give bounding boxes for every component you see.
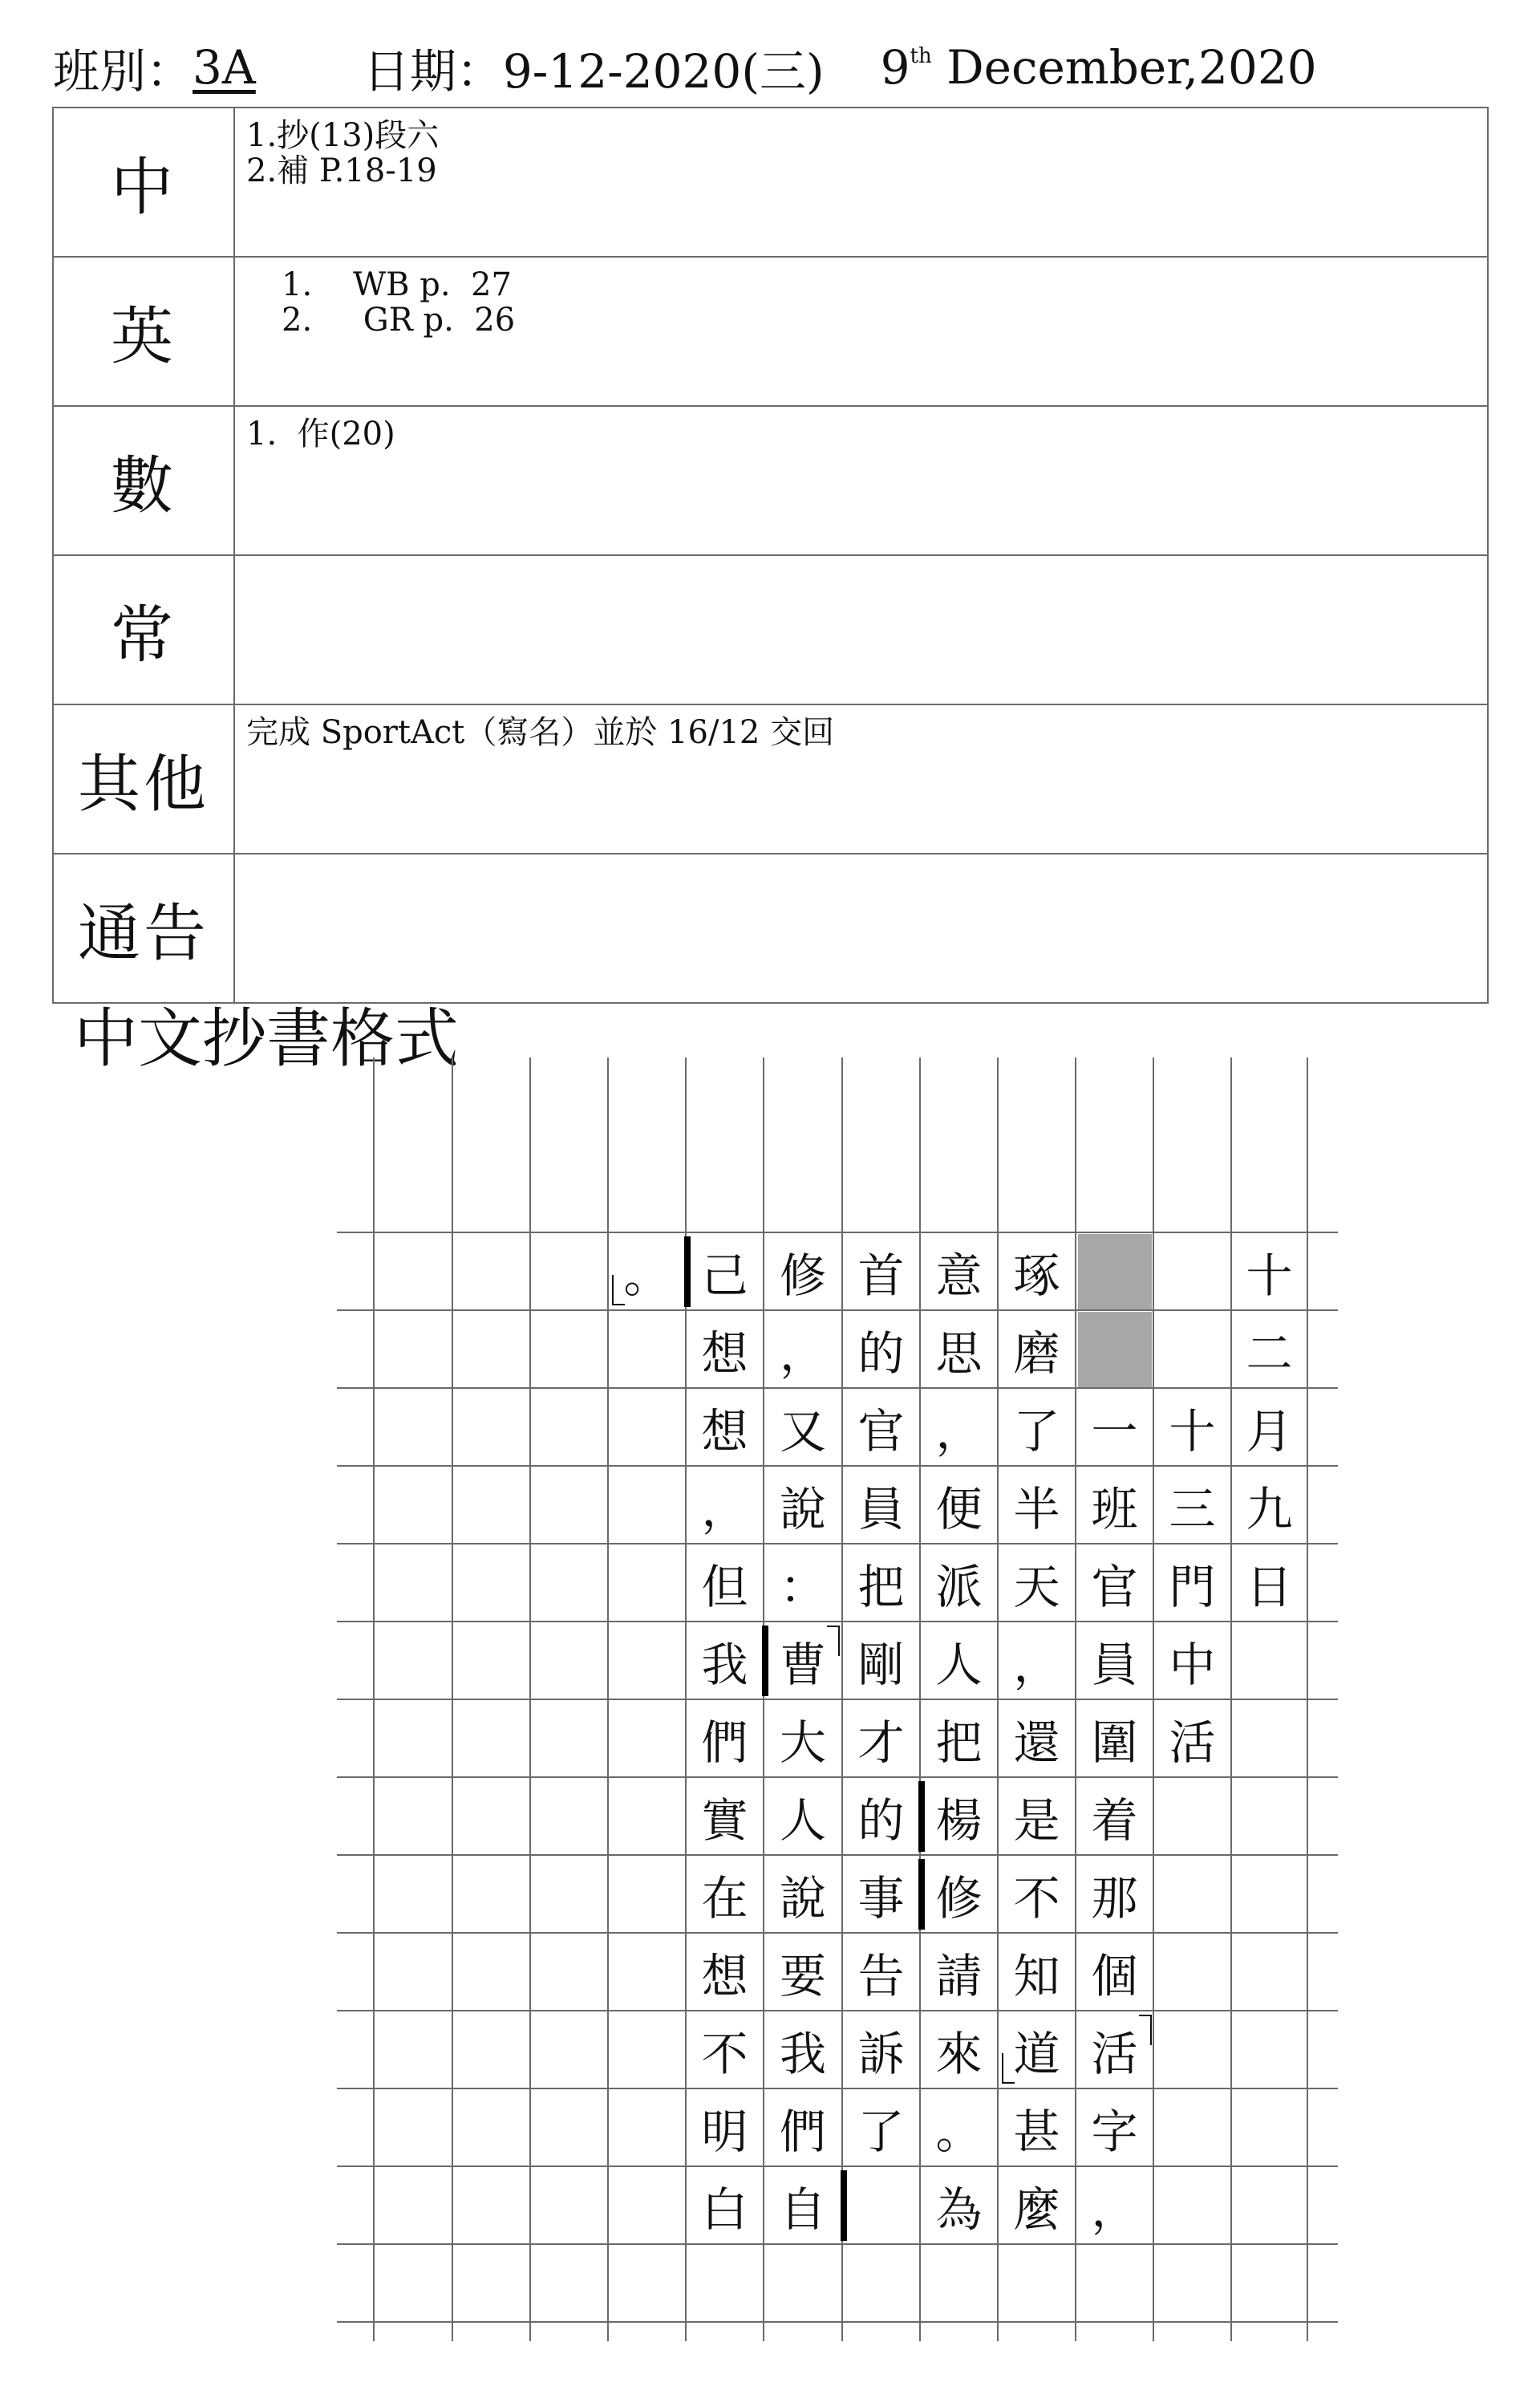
grid-char: 字 xyxy=(1091,2104,1138,2159)
grid-char: 。 xyxy=(935,2104,983,2159)
subject-cell: 中 xyxy=(53,108,234,257)
grid-char: 道 xyxy=(1013,2026,1060,2081)
grid-char: 在 xyxy=(701,1870,748,1926)
grid-char: 實 xyxy=(701,1792,748,1848)
grid-char: 了 xyxy=(857,2104,905,2159)
english-day-suffix: th xyxy=(910,44,932,68)
date-label: 日期： xyxy=(363,44,503,99)
grid-char: 是 xyxy=(1013,1792,1060,1848)
grid-char: 半 xyxy=(1013,1481,1060,1536)
grid-char: 的 xyxy=(857,1325,905,1381)
grid-char: 知 xyxy=(1013,1948,1060,2003)
table-bottom-gap xyxy=(269,955,1406,961)
grid-char: 來 xyxy=(935,2026,983,2081)
grid-char: 月 xyxy=(1246,1403,1293,1459)
grid-char: 修 xyxy=(779,1248,826,1303)
grid-char: 。 xyxy=(623,1248,671,1303)
proper-noun-mark xyxy=(841,2170,847,2241)
grid-char: 十 xyxy=(1169,1403,1216,1459)
grid-char: 才 xyxy=(857,1715,905,1770)
grid-char: 不 xyxy=(701,2026,748,2081)
class-label: 班別： xyxy=(53,44,193,99)
grid-char: 要 xyxy=(779,1948,826,2003)
grid-char: 門 xyxy=(1169,1559,1216,1614)
grid-char: ， xyxy=(701,1481,748,1536)
grid-char: 想 xyxy=(701,1948,748,2003)
grid-char: 曹 xyxy=(779,1637,826,1692)
grid-char: 着 xyxy=(1091,1792,1138,1848)
grid-char: 想 xyxy=(701,1403,748,1459)
grid-char: 又 xyxy=(779,1403,826,1459)
subject-cell: 英 xyxy=(53,257,234,406)
date-value: 9-12-2020(三) xyxy=(502,44,825,99)
grid-char: 活 xyxy=(1091,2026,1138,2081)
grid-char: 的 xyxy=(857,1792,905,1848)
homework-line: 1. WB p. 27 xyxy=(282,266,512,303)
grid-char: 了 xyxy=(1013,1403,1060,1459)
grid-char: ， xyxy=(1091,2182,1138,2237)
close-quote-mark xyxy=(1002,2053,1015,2084)
close-quote-mark xyxy=(612,1275,625,1305)
proper-noun-mark xyxy=(684,1236,691,1307)
grid-char: 不 xyxy=(1013,1870,1060,1926)
grid-char: 明 xyxy=(701,2104,748,2159)
grid-char: 我 xyxy=(779,2026,826,2081)
homework-line: 完成 SportAct（寫名）並於 16/12 交回 xyxy=(246,714,835,751)
grid-char: 們 xyxy=(701,1715,748,1770)
grid-char: 請 xyxy=(935,1948,983,2003)
grid-char: 人 xyxy=(779,1792,826,1848)
grid-char: 派 xyxy=(935,1559,983,1614)
open-quote-mark xyxy=(1139,2015,1152,2045)
grid-char: 琢 xyxy=(1013,1248,1060,1303)
homework-line: 1. 作(20) xyxy=(246,416,395,453)
subject-cell: 其他 xyxy=(53,704,234,854)
grid-char: 十 xyxy=(1246,1248,1293,1303)
grid-char: 大 xyxy=(779,1715,826,1770)
grid-char: 把 xyxy=(857,1559,905,1614)
proper-noun-mark xyxy=(918,1859,925,1930)
grid-char: ， xyxy=(779,1325,826,1381)
grid-char: 訴 xyxy=(857,2026,905,2081)
grid-char: 甚 xyxy=(1013,2104,1060,2159)
grid-char: 把 xyxy=(935,1715,983,1770)
grid-char: 剛 xyxy=(857,1637,905,1692)
homework-line: 1.抄(13)段六 xyxy=(246,117,440,154)
grid-char: 便 xyxy=(935,1481,983,1536)
grid-char: 事 xyxy=(857,1870,905,1926)
grid-char: 九 xyxy=(1246,1481,1293,1536)
subject-cell: 通告 xyxy=(53,854,234,1003)
indent-shade xyxy=(1078,1312,1152,1387)
grid-char: 修 xyxy=(935,1870,983,1926)
subject-cell: 數 xyxy=(53,406,234,555)
grid-char: 中 xyxy=(1169,1637,1216,1692)
grid-char: 天 xyxy=(1013,1559,1060,1614)
grid-char: 人 xyxy=(935,1637,983,1692)
class-value: 3A xyxy=(192,40,256,95)
grid-char: 磨 xyxy=(1013,1325,1060,1381)
grid-char: 楊 xyxy=(935,1792,983,1848)
grid-char: 個 xyxy=(1091,1948,1138,2003)
grid-char: ， xyxy=(1013,1637,1060,1692)
homework-line: 2. GR p. 26 xyxy=(282,302,516,339)
grid-char: 但 xyxy=(701,1559,748,1614)
grid-char: 那 xyxy=(1091,1870,1138,1926)
grid-char: ， xyxy=(935,1403,983,1459)
grid-char: 我 xyxy=(701,1637,748,1692)
english-day: 9 xyxy=(880,40,910,95)
grid-char: 麼 xyxy=(1013,2182,1060,2237)
grid-char: 員 xyxy=(857,1481,905,1536)
grid-char: 說 xyxy=(779,1870,826,1926)
grid-char: 官 xyxy=(1091,1559,1138,1614)
grid-char: 圍 xyxy=(1091,1715,1138,1770)
grid-char: 意 xyxy=(935,1248,983,1303)
open-quote-mark xyxy=(827,1626,840,1656)
grid-char: 告 xyxy=(857,1948,905,2003)
grid-char: 自 xyxy=(779,2182,826,2237)
proper-noun-mark xyxy=(762,1626,768,1696)
grid-char: 一 xyxy=(1091,1403,1138,1459)
grid-char: 還 xyxy=(1013,1715,1060,1770)
grid-char: 己 xyxy=(701,1248,748,1303)
grid-char: 想 xyxy=(701,1325,748,1381)
grid-char: 思 xyxy=(935,1325,983,1381)
grid-char: 為 xyxy=(935,2182,983,2237)
grid-char: 二 xyxy=(1246,1325,1293,1381)
grid-char: 班 xyxy=(1091,1481,1138,1536)
subject-cell: 常 xyxy=(53,555,234,704)
grid-char: 們 xyxy=(779,2104,826,2159)
section-title: 中文抄書格式 xyxy=(74,1001,459,1076)
grid-char: 活 xyxy=(1169,1715,1216,1770)
english-month-year: December,2020 xyxy=(931,40,1317,95)
grid-char: 員 xyxy=(1091,1637,1138,1692)
homework-line: 2.補 P.18-19 xyxy=(246,152,437,189)
grid-char: 三 xyxy=(1169,1481,1216,1536)
grid-char: ： xyxy=(779,1559,826,1614)
proper-noun-mark xyxy=(918,1781,925,1852)
indent-shade xyxy=(1078,1234,1152,1309)
grid-char: 首 xyxy=(857,1248,905,1303)
grid-char: 官 xyxy=(857,1403,905,1459)
grid-char: 白 xyxy=(701,2182,748,2237)
grid-char: 日 xyxy=(1246,1559,1293,1614)
grid-char: 說 xyxy=(779,1481,826,1536)
